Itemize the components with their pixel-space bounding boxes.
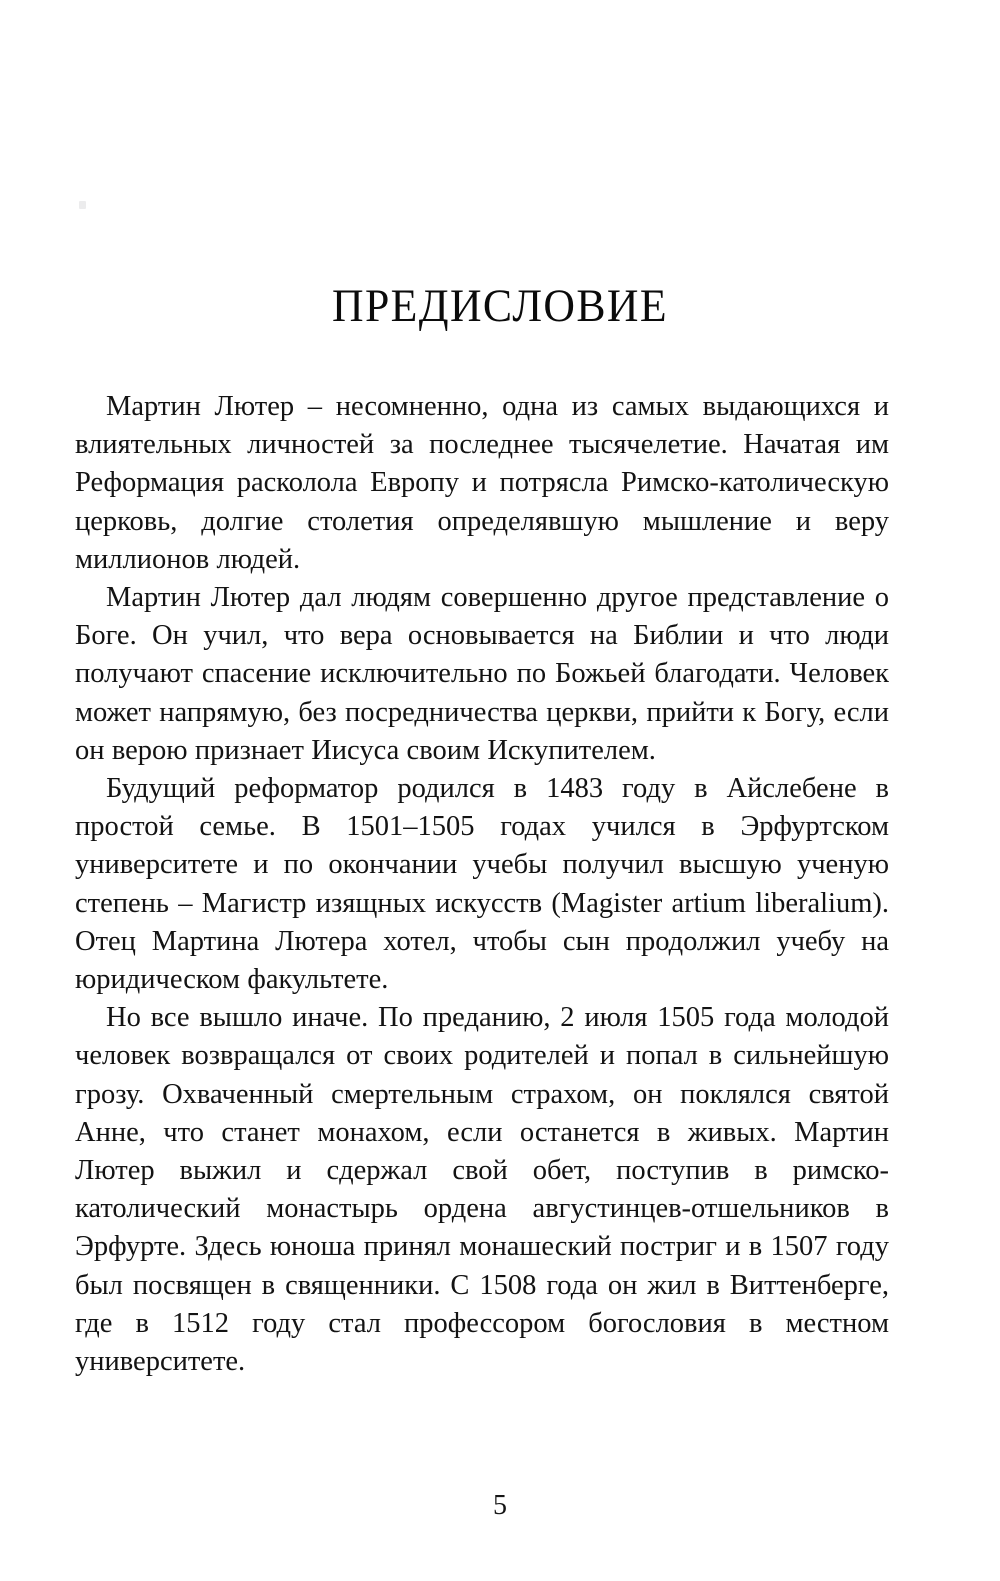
paragraph: Мартин Лютер дал людям совершенно другое представление о Боге. Он учил, что вера основывается на Библии и что люди получают спасение исключительно по Божьей благодати. Человек может напрямую, без посредничества церкви, прийти к Богу, если он верою признает Иисуса своим Искупителем. [75,582,889,766]
paragraph: Мартин Лютер – несомненно, одна из самых выдающихся и влиятельных личностей за последнее тысячелетие. Начатая им Реформация расколола Европу и потрясла Римско-католическую церковь, долгие столетия определявшую мышление и веру миллионов людей. [75,391,889,575]
paragraph: Но все вышло иначе. По преданию, 2 июля 1505 года молодой человек возвращался от своих родителей и попал в сильнейшую грозу. Охваченный смертельным страхом, он поклялся святой Анне, что станет монахом, если останется в живых. Мартин Лютер выжил и сдержал свой обет, поступив в римско-католический монастырь ордена августинцев-отшельников в Эрфурте. Здесь юноша принял монашеский постриг и в 1507 году был посвящен в священники. С 1508 года он жил в Виттенберге, где в 1512 году стал профессором богословия в местном университете. [75,1002,889,1378]
page-number: 5 [493,1490,507,1521]
scan-artifact-speck [79,201,86,209]
body-text-block [75,388,889,1381]
paragraph: Будущий реформатор родился в 1483 году в Айслебене в простой семье. В 1501–1505 годах учился в Эрфуртском университете и по окончании учебы получил высшую ученую степень – Магистр изящных искусств (Magister artium liberalium). Отец Мартина Лютера хотел, чтобы сын продолжил учебу на юридическом факультете. [75,773,889,996]
page-title: ПРЕДИСЛОВИЕ [331,280,668,333]
